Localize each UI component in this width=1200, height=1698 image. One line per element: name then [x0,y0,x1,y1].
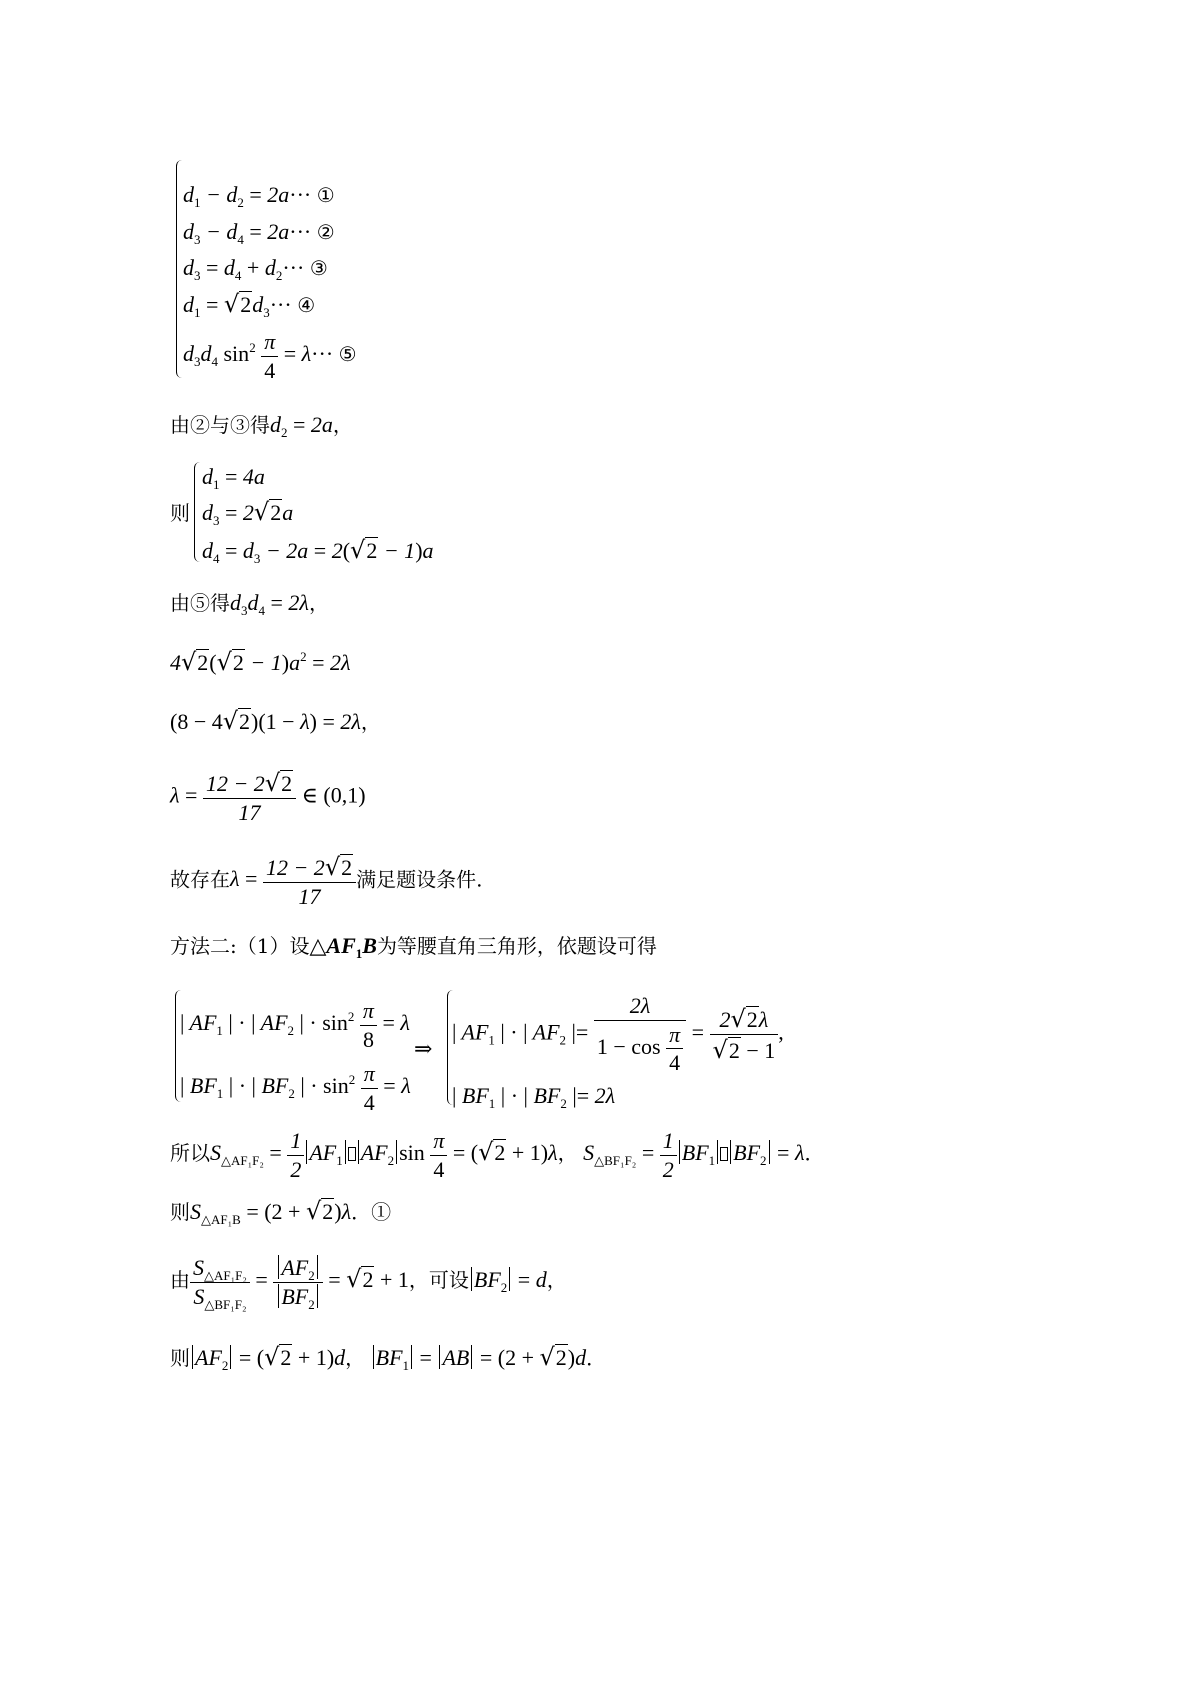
equation-7: (8 − 4√2)(1 − λ) = 2λ， [170,707,381,735]
final-line: 则 $AF_2 = (√2 + 1)d$， $BF_1$ = AB = (2 + √2)d． [170,1343,607,1373]
bf-product-result: | $BF_1$ | · | $BF_2$ |= 2λ [452,1083,616,1111]
equation-3: $d_3 = d_4 + d_2\cdot\cdot\cdot$ ③ [183,255,328,283]
then-label: 则 [170,501,190,525]
equation-6: $4√2(√2 - 1)a^2 = 2\lambda$ [170,648,351,676]
conclusion: 故存在λ = $\frac{12 - 2√2}{17}$ 满足题设条件. [170,853,483,909]
af-product-result: | $AF_1$ | · | $AF_2$ |= 2λ 1 − cos $\frac{\pi}{4}$ = $\frac{2√2\lambda}{√2 - 1}$ , [452,993,784,1075]
implies-arrow: ⇒ [414,1036,433,1061]
ratio-line: 由 $\frac{S_{\triangle AF_1F_2}}{S_{\triangle BF_1F_2}}$ = $\frac{AF_2}{BF_2}$ = √2 + 1，可设 $BF_2 = d$， [170,1255,567,1312]
total-area-line: 则$S_{\triangle AF_1B} = (2 + √2)\lambda$．① [170,1197,392,1227]
equation-1: $d_1 - d_2 = 2a\cdot\cdot\cdot$ ① [183,182,335,210]
step-1: 由②与③得$d_2 = 2a$， [170,412,353,440]
step-2: 由⑤得$d_3d_4 = 2\lambda$， [170,590,329,618]
area-line: 所以$S_{\triangle AF_1F_2}$ = $\frac{1}{2}$ $AF_1$ $AF_2$ sin $\frac{\pi}{4}$ = (√2 + 1)λ， $S_{\triangle BF_1F_2}$ = $\frac{1}{2}$ $BF_1$ $BF_2 = \lambda$． [170,1128,825,1182]
d3-value: $d_3 = 2√2a$ [202,498,294,528]
lambda-value: λ = $\frac{12 - 2√2}{17}$ ∈ (0,1) [170,769,366,825]
equation-2: $d_3 - d_4 = 2a\cdot\cdot\cdot$ ② [183,219,335,247]
d1-value: $d_1 = 4a$ [202,464,265,492]
bf-product-eq: | $BF_1$ | · | $BF_2$ | · $\sin^2$ $\frac{\pi}{4}$ = λ [180,1061,411,1115]
d4-value: $d_4 = d_3 - 2a = 2(√2 - 1)a$ [202,536,434,566]
left-brace [194,462,201,562]
method-two-heading: 方法二:（1）设$\triangle AF_1B$为等腰直角三角形，依题设可得 [170,933,657,961]
equation-4: $d_1 = √2d_3\cdot\cdot\cdot$ ④ [183,290,316,320]
left-brace [176,160,183,378]
equation-5: $d_3d_4$ $\sin^2$ $\frac{\pi}{4}$ = λ··· ⑤ [183,329,357,383]
af-product-eq: | $AF_1$ | · | $AF_2$ | · $\sin^2$ $\frac{\pi}{8}$ = λ [180,998,410,1052]
